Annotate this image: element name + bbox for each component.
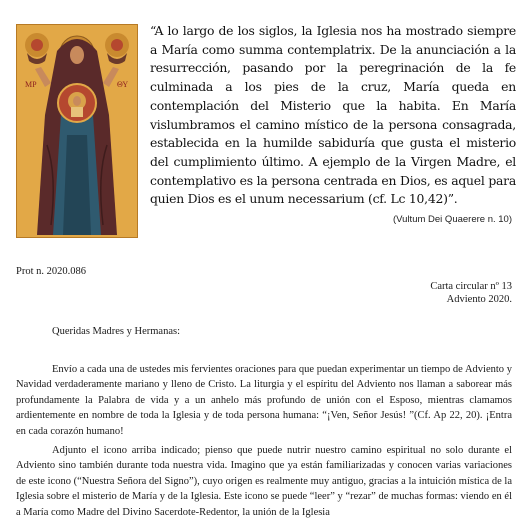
protocol-number: Prot n. 2020.086 [16,266,87,277]
quote-source: (Vultum Dei Quaerere n. 10) [393,214,512,225]
icon-label-left: MP [25,80,37,89]
circular-date: Adviento 2020. [446,294,512,305]
icon-label-right: ΘΥ [117,80,129,89]
letter-body [16,362,512,524]
paragraph: Adjunto el icono arriba indicado; pienso que puede nutrir nuestro camino espiritual no solo durante el Adviento sino también durante toda nuestra vida. Imagino que ya están familiarizadas y conocen varias variaciones de este icono (“Nuestra Señora del Signo”), cuyo origen es realmente muy antiguo, gracias a la intuición mística de la Iglesia sobre el misterio de María y de la Iglesia. Este icono se puede “leer” y “rezar” de muchas formas: viendo en él a María como Madre del Divino Sacerdote-Redentor, la unión de la Iglesia [16,445,512,518]
epigraph-quote: “A lo largo de los siglos, la Iglesia nos ha mostrado siempre a María como summa contemplatrix. De la anunciación a la resurrección, pasando por la peregrinación de la fe culminada a los pies de la cruz, María queda en contemplación del Misterio que la habita. En María vislumbramos el camino místico de la persona consagrada, establecida en la humilde sabiduría que gusta el misterio del cumplimiento último. A ejemplo de la Virgen Madre, el contemplativo es la persona centrada en Dios, es aquel para quien Dios es el unum necessarium (cf. Lc 10,42)”. [150,23,516,207]
circular-info [430,280,512,306]
icon-illustration [17,25,137,237]
salutation: Queridas Madres y Hermanas: [52,326,180,337]
paragraph: Envío a cada una de ustedes mis fervientes oraciones para que puedan experimentar un tiempo de Adviento y Navidad verdaderamente mariano y lleno de Cristo. La liturgia y el espíritu del Adviento nos llaman a saborear más profundamente la Palabra de vida y a un anhelo más profundo de unión con el Esposo, mientras clamamos ardientemente en nombre de toda la Iglesia y de toda persona humana: “¡Ven, Señor Jesús! ”(Cf. Ap 22, 20). ¡Entra en cada corazón humano! [16,364,512,437]
our-lady-of-the-sign-icon-image [16,24,138,238]
circular-number: Carta circular nº 13 [430,281,512,292]
